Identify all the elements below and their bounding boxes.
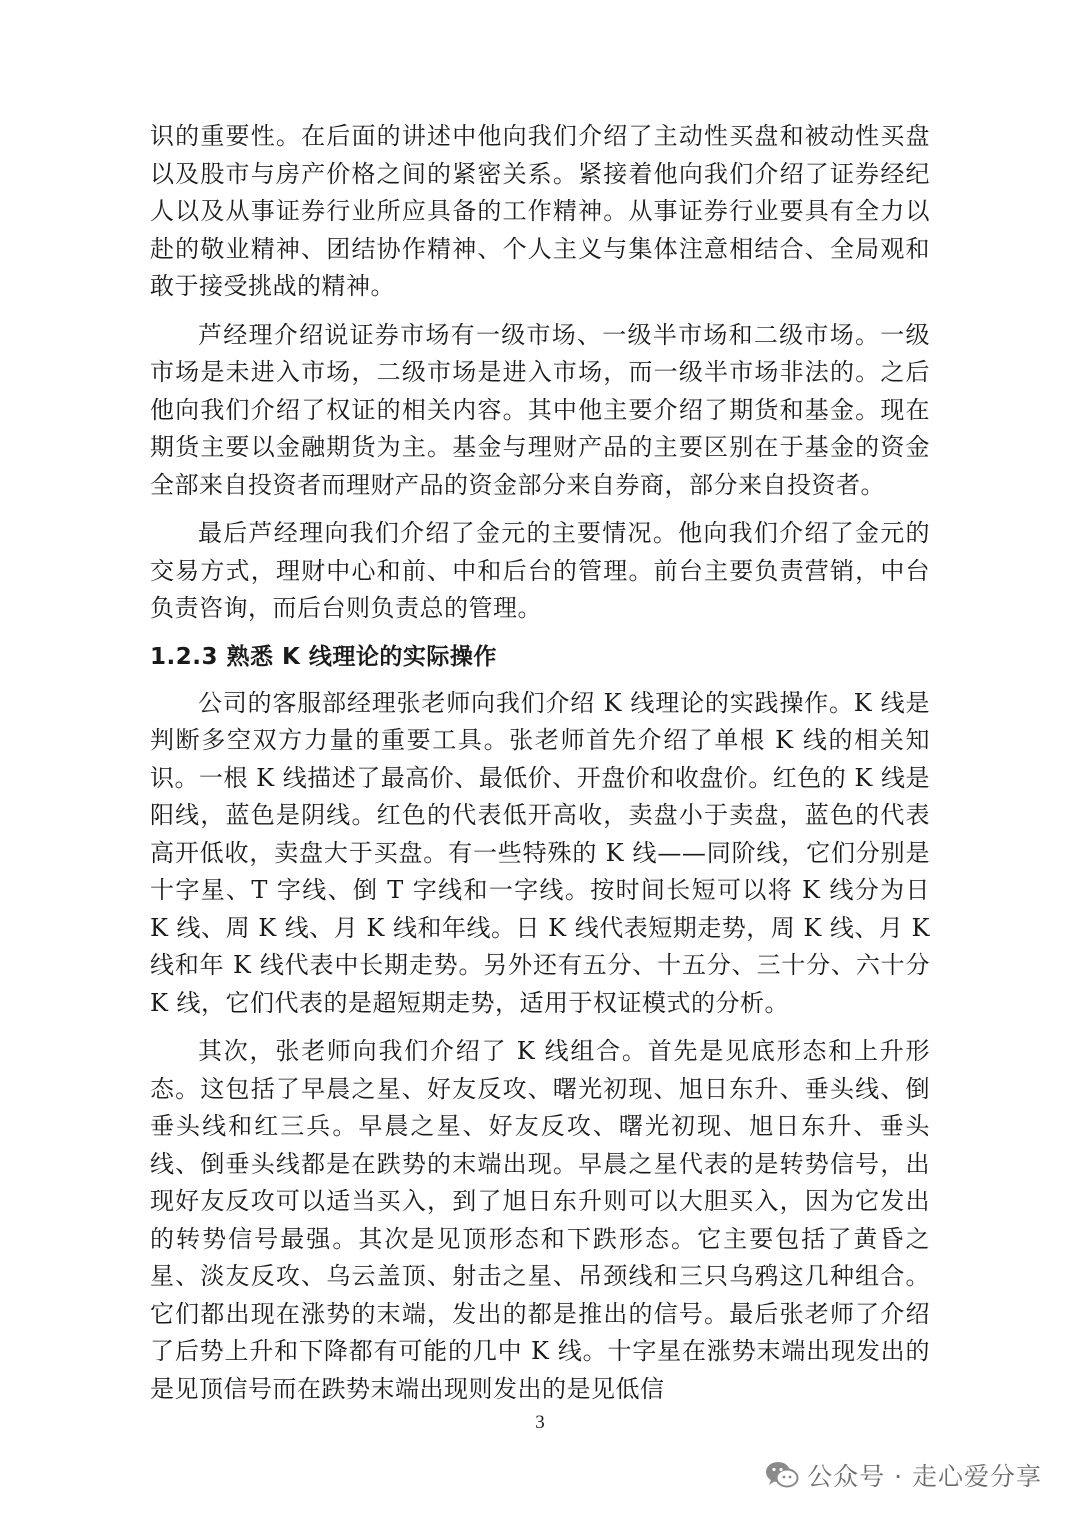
wechat-icon	[765, 1460, 799, 1490]
paragraph-k-line-intro: 公司的客服部经理张老师向我们介绍 K 线理论的实践操作。K 线是判断多空双方力量的重要工具。张老师首先介绍了单根 K 线的相关知识。一根 K 线描述了最高价、最低价、开盘价和收盘价。红色的 K 线是阳线，蓝色是阴线。红色的代表低开高收，卖盘小于卖盘，蓝色的代表高开低收，卖盘大于买盘。有一些特殊的 K 线——同阶线，它们分别是十字星、T 字线、倒 T 字线和一字线。按时间长短可以将 K 线分为日 K 线、周 K 线、月 K 线和年线。日 K 线代表短期走势，周 K 线、月 K 线和年 K 线代表中长期走势。另外还有五分、十五分、三十分、六十分 K 线，它们代表的是超短期走势，适用于权证模式的分析。	[150, 688, 930, 1017]
paragraph-continuation: 识的重要性。在后面的讲述中他向我们介绍了主动性买盘和被动性买盘以及股市与房产价格之间的紧密关系。紧接着他向我们介绍了证券经纪人以及从事证券行业所应具备的工作精神。从事证券行业要具有全力以赴的敬业精神、团结协作精神、个人主义与集体注意相结合、全局观和敢于接受挑战的精神。	[150, 122, 930, 300]
page-number: 3	[535, 1412, 545, 1433]
section-heading: 1.2.3 熟悉 K 线理论的实际操作	[150, 643, 497, 670]
watermark-text: 公众号 · 走心爱分享	[807, 1462, 1042, 1491]
document-page	[150, 118, 930, 1408]
paragraph-securities-market: 芦经理介绍说证券市场有一级市场、一级半市场和二级市场。一级市场是未进入市场，二级市场是进入市场，而一级半市场非法的。之后他向我们介绍了权证的相关内容。其中他主要介绍了期货和基金。现在期货主要以金融期货为主。基金与理财产品的主要区别在于基金的资金全部来自投资者而理财产品的资金部分来自券商，部分来自投资者。	[150, 320, 930, 499]
paragraph-jinyuan-overview: 最后芦经理向我们介绍了金元的主要情况。他向我们介绍了金元的交易方式，理财中心和前、中和后台的管理。前台主要负责营销，中台负责咨询，而后台则负责总的管理。	[150, 519, 930, 622]
paragraph-k-line-combinations: 其次，张老师向我们介绍了 K 线组合。首先是见底形态和上升形态。这包括了早晨之星、好友反攻、曙光初现、旭日东升、垂头线、倒垂头线和红三兵。早晨之星、好友反攻、曙光初现、旭日东升、垂头线、倒垂头线都是在跌势的末端出现。早晨之星代表的是转势信号，出现好友反攻可以适当买入，到了旭日东升则可以大胆买入，因为它发出的转势信号最强。其次是见顶形态和下跌形态。它主要包括了黄昏之星、淡友反攻、乌云盖顶、射击之星、吊颈线和三只乌鸦这几种组合。它们都出现在涨势的末端，发出的都是推出的信号。最后张老师了介绍了后势上升和下降都有可能的几中 K 线。十字星在涨势末端出现发出的是见顶信号而在跌势末端出现则发出的是见低信	[150, 1037, 930, 1403]
watermark	[765, 1453, 1042, 1497]
